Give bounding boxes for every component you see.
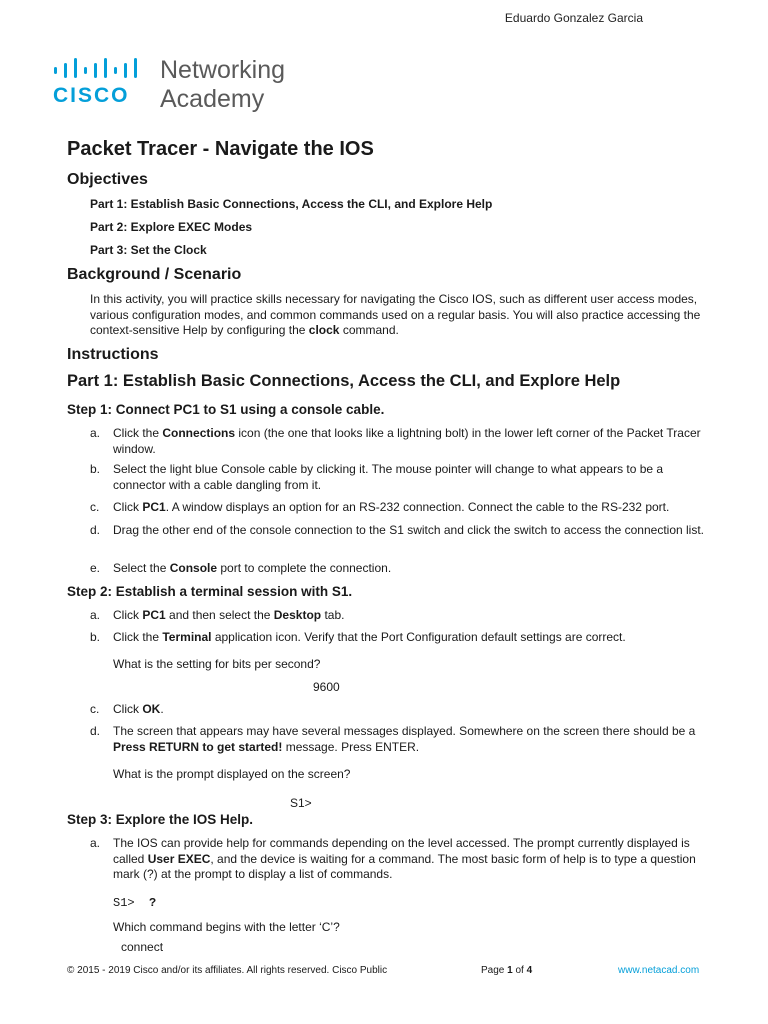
logo-academy: Academy — [160, 85, 265, 113]
step-2-heading: Step 2: Establish a terminal session with S1. — [67, 584, 353, 599]
question-prompt: What is the prompt displayed on the screen? — [113, 767, 351, 781]
background-paragraph: In this activity, you will practice skills necessary for navigating the Cisco IOS, such as different user access modes, various configuration modes, and common commands used on a regular basis. You will also practice accessing the context-sensitive Help by configuring the clock command. — [90, 292, 701, 337]
part-1-heading: Part 1: Establish Basic Connections, Access the CLI, and Explore Help — [67, 372, 621, 390]
step-1-heading: Step 1: Connect PC1 to S1 using a console cable. — [67, 402, 385, 417]
page-title: Packet Tracer - Navigate the IOS — [67, 138, 374, 160]
footer-copyright: © 2015 - 2019 Cisco and/or its affiliates. All rights reserved. Cisco Public — [67, 965, 388, 976]
objective-part-2: Part 2: Explore EXEC Modes — [90, 220, 253, 234]
background-heading: Background / Scenario — [67, 266, 242, 283]
answer-bits-per-second: 9600 — [313, 680, 340, 694]
footer-url-link[interactable]: www.netacad.com — [618, 965, 700, 976]
answer-letter-c: connect — [121, 940, 164, 954]
objective-part-3: Part 3: Set the Clock — [90, 243, 207, 257]
step-3-heading: Step 3: Explore the IOS Help. — [67, 812, 254, 827]
question-letter-c: Which command begins with the letter ‘C’? — [113, 920, 340, 934]
footer-page-number: Page 1 of 4 — [481, 965, 533, 976]
cli-command-line: S1> ? — [113, 896, 157, 910]
cisco-bars-icon — [53, 58, 141, 82]
author-name: Eduardo Gonzalez Garcia — [504, 11, 643, 25]
objectives-heading: Objectives — [67, 171, 148, 188]
cisco-wordmark: CISCO — [53, 84, 130, 107]
question-bits-per-second: What is the setting for bits per second? — [113, 657, 321, 671]
answer-prompt: S1> — [290, 796, 312, 810]
logo-networking: Networking — [160, 56, 286, 84]
objective-part-1: Part 1: Establish Basic Connections, Access the CLI, and Explore Help — [90, 197, 493, 211]
instructions-heading: Instructions — [67, 346, 159, 363]
